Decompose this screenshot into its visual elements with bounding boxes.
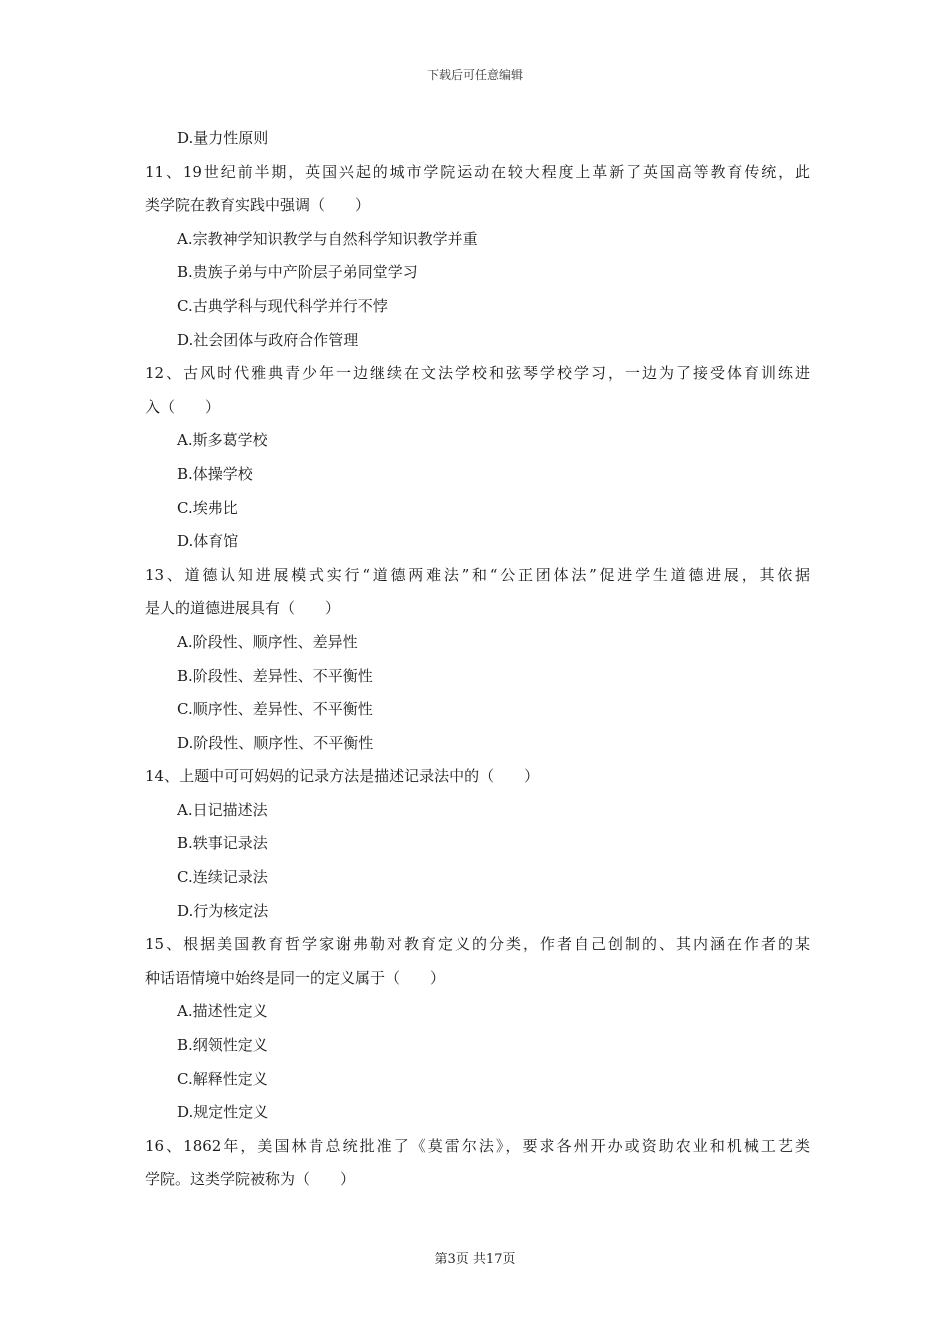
question-text-line: 12、古风时代雅典青少年一边继续在文法学校和弦琴学校学习，一边为了接受体育训练进 xyxy=(145,364,810,383)
option: A.斯多葛学校 xyxy=(177,431,268,450)
question-16 xyxy=(145,1130,810,1197)
option: C.顺序性、差异性、不平衡性 xyxy=(177,700,373,719)
option: B.体操学校 xyxy=(177,464,253,483)
question-text-line: 是人的道德进展具有（ ） xyxy=(145,599,341,618)
document-body xyxy=(145,122,810,1197)
option: A.宗教神学知识教学与自然科学知识教学并重 xyxy=(177,229,478,248)
question-text-line: 16、1862年，美国林肯总统批准了《莫雷尔法》，要求各州开办或资助农业和机械工艺类 xyxy=(145,1136,810,1155)
question-text-line: 类学院在教育实践中强调（ ） xyxy=(145,196,371,215)
option: A.描述性定义 xyxy=(177,1002,268,1021)
question-text-line: 种话语情境中始终是同一的定义属于（ ） xyxy=(145,968,446,987)
option: D.量力性原则 xyxy=(177,129,269,147)
question-text-line: 14、上题中可可妈妈的记录方法是描述记录法中的（ ） xyxy=(145,767,540,786)
question-text-line: 11、19世纪前半期，英国兴起的城市学院运动在较大程度上革新了英国高等教育传统，此 xyxy=(145,162,810,181)
question-13 xyxy=(145,559,810,761)
question-12 xyxy=(145,357,810,559)
question-11 xyxy=(145,156,810,358)
page-header: 下载后可任意编辑 xyxy=(426,68,523,82)
option: D.规定性定义 xyxy=(177,1103,269,1122)
question-text-line: 15、根据美国教育哲学家谢弗勒对教育定义的分类，作者自己创制的、其内涵在作者的某 xyxy=(145,935,810,954)
question-text-line: 13、道德认知进展模式实行“道德两难法”和“公正团体法”促进学生道德进展，其依据 xyxy=(145,565,810,584)
option: D.行为核定法 xyxy=(177,901,269,920)
page-footer: 第3页 共17页 xyxy=(434,1252,516,1267)
option: C.连续记录法 xyxy=(177,868,268,887)
option: D.阶段性、顺序性、不平衡性 xyxy=(177,733,374,752)
option: C.解释性定义 xyxy=(177,1069,268,1088)
question-text-line: 学院。这类学院被称为（ ） xyxy=(145,1170,356,1189)
option: B.阶段性、差异性、不平衡性 xyxy=(177,666,373,685)
option: B.纲领性定义 xyxy=(177,1036,268,1055)
question-14 xyxy=(145,760,810,928)
option: A.日记描述法 xyxy=(177,800,268,819)
option: C.古典学科与现代科学并行不悖 xyxy=(177,296,388,315)
question-text-line: 入（ ） xyxy=(145,397,221,416)
option: B.贵族子弟与中产阶层子弟同堂学习 xyxy=(177,263,418,282)
question-15 xyxy=(145,928,810,1130)
option: D.社会团体与政府合作管理 xyxy=(177,330,359,349)
option: D.体育馆 xyxy=(177,532,239,551)
option: C.埃弗比 xyxy=(177,498,238,517)
option: A.阶段性、顺序性、差异性 xyxy=(177,632,358,651)
option: B.轶事记录法 xyxy=(177,834,268,853)
